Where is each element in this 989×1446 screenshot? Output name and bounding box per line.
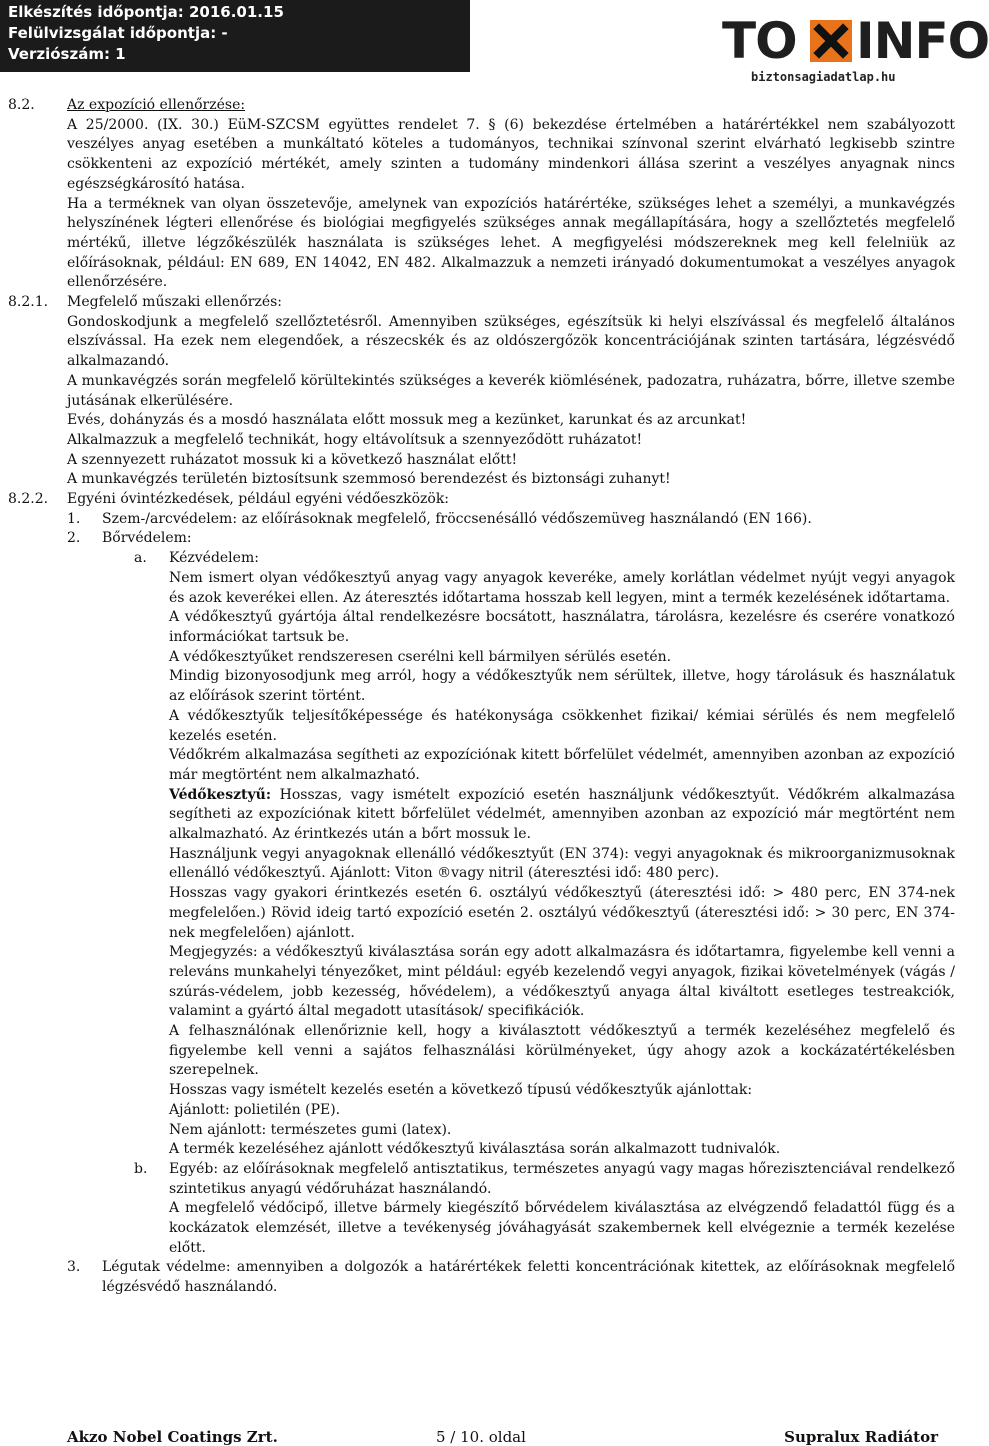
paragraph: A védőkesztyűk teljesítőképessége és hatékonysága csökkenhet fizikai/ kémiai sérülés és nem megfelelő kezelés esetén. [169,707,955,744]
section-number: 8.2. [8,97,35,113]
list-item-skin-protection [0,529,960,549]
section-title: Megfelelő műszaki ellenőrzés: [67,294,283,311]
paragraph: Megjegyzés: a védőkesztyű kiválasztása során egy adott alkalmazásra és időtartamra, figyelembe kell venni a releváns munkahelyi tényezőket, mint például: egyéb kezelendő vegyi anyagok, fizikai követelmények (vágás / szúrás-védelem, jobb kezesség, hővédelem), a védőkesztyű anyaga által kiváltott esetleges testreakciók, valamint a gyártó által megadott utasítások/ specifikációk. [169,944,955,1020]
page-number: 5 / 10. oldal [436,1428,526,1446]
header-info-band [0,0,470,72]
section-8-2-heading [0,96,960,116]
list-number: 1. [67,510,81,527]
toxinfo-logo [722,12,989,70]
paragraph: A termék kezeléséhez ajánlott védőkesztyű kiválasztása során alkalmazott tudnivalók. [169,1141,781,1158]
paragraph: Evés, dohányzás és a mosdó használata előtt mossuk meg a kezünket, karunkat és az arcunkat! [67,412,747,429]
section-number: 8.2.2. [8,491,49,508]
company-name: Akzo Nobel Coatings Zrt. [67,1428,278,1446]
list-item-respiratory-protection [0,1258,960,1297]
paragraph: A szennyezett ruházatot mossuk ki a következő használat előtt! [67,451,518,468]
logo-text-right: INFO [856,12,989,70]
product-name: Supralux Radiátor [784,1428,938,1446]
paragraph: Ha a terméknek van olyan összetevője, amelynek van expozíciós határértéke, szükséges lehet a személyi, a munkavégzés helyszínének légteri ellenőrése és biológiai megfigyelés szükséges annak megállapítására, hogy a szellőztetés megfelelő mértékű, illetve légzőkészülék használata is szükséges lehet. A megfigyelési módszereknek meg kell felelniük az előírásoknak, például: EN 689, EN 14042, EN 482. Alkalmazzuk a nemzeti irányadó dokumentumokat a veszélyes anyagok ellenőrzésére. [67,195,955,291]
section-number: 8.2.1. [8,294,49,311]
paragraph: A 25/2000. (IX. 30.) EüM-SZCSM együttes rendelet 7. § (6) bekezdése értelmében a határértékkel nem szabályozott veszélyes anyag esetében a munkáltató köteles a tudományos, technikai színvonal szerint elvárható legkisebb szintre csökkenteni az expozíció mértékét, amely szinten a tudomány mindenkori állása szerint a veszélyes anyagnak nincs egészségkárosító hatása. [67,116,955,192]
section-title: Az expozíció ellenőrzése: [67,97,246,113]
section-8-2-1-heading [0,293,960,313]
paragraph: Nem ismert olyan védőkesztyű anyag vagy anyagok keveréke, amely korlátlan védelmet nyújt vegyi anyagok és azok keverékei ellen. Az áteresztés időtartama hosszab kell legyen, mint a termék kezelésének időtartama. [169,569,955,606]
paragraph: Alkalmazzuk a megfelelő technikát, hogy eltávolítsuk a szennyeződött ruházatot! [67,431,643,448]
paragraph: A védőkesztyű gyártója által rendelkezésre bocsátott, használatra, tárolásra, kezelésre és cserére vonatkozó információkat tartsuk be. [169,609,955,645]
paragraph: Hosszas vagy ismételt kezelés esetén a következő típusú védőkesztyűk ajánlottak: [169,1082,753,1099]
paragraph: Nem ajánlott: természetes gumi (latex). [169,1121,452,1138]
list-text: Szem-/arcvédelem: az előírásoknak megfelelő, fröccsenésálló védőszemüveg használandó (EN 166). [102,510,812,527]
logo-website: biztonsagiadatlap.hu [751,70,896,84]
paragraph: Egyéb: az előírásoknak megfelelő antisztatikus, természetes anyagú vagy magas hőrezisztenciával rendelkező szintetikus anyagú védőruházat használandó. [169,1160,955,1197]
paragraph: A megfelelő védőcipő, illetve bármely kiegészítő bőrvédelem kiválasztása az elvégzendő feladattól függ és a kockázatok elemzését, illetve a tevékenység jóváhagyását szakembernek kell elvégeznie a termék kezelése előtt. [169,1200,955,1256]
creation-date: Elkészítés időpontja: 2016.01.15 [8,3,284,21]
sublist-letter: a. [134,550,147,567]
paragraph: Ajánlott: polietilén (PE). [169,1101,341,1118]
section-8-2-2-heading [0,490,960,510]
list-number: 2. [67,530,81,547]
list-text: Légutak védelme: amennyiben a dolgozók a határértékek feletti koncentrációnak kitettek, az előírásoknak megfelelő légzésvédő használandó. [102,1259,955,1296]
sublist-item-hand-protection [0,549,960,569]
paragraph [169,786,955,845]
paragraph: Gondoskodjunk a megfelelő szellőztetésről. Amennyiben szükséges, egészítsük ki helyi elszívással és megfelelő általános elszívással. Ha ezek nem elegendőek, a részecskék és az oldószergőzök koncentrációjának szinten tartására, légzésvédő alkalmazandó. [67,313,955,370]
hazard-x-icon [810,20,852,62]
list-number: 3. [67,1259,81,1276]
document-footer [0,1424,960,1446]
paragraph-text: Hosszas, vagy ismételt expozíció esetén használjunk védőkesztyűt. Védőkrém alkalmazása segítheti az expozíciónak kitett bőrfelület védelmét, amennyiben azonban az expozíció már megtörtént nem alkalmazható. Az érintkezés után a bőrt mossuk le. [169,786,955,843]
paragraph: Hosszas vagy gyakori érintkezés esetén 6. osztályú védőkesztyű (áteresztési idő: > 480 perc, EN 374-nek megfelelően.) Rövid ideig tartó expozíció esetén 2. osztályú védőkesztyű (áteresztési idő: > 30 perc, EN 374-nek megfelelően) ajánlott. [169,885,955,941]
paragraph: Védőkrém alkalmazása segítheti az expozíciónak kitett bőrfelület védelmét, amennyiben azonban az expozíció már megtörtént nem alkalmazható. [169,747,955,783]
paragraph: Mindig bizonyosodjunk meg arról, hogy a védőkesztyűk nem sérültek, illetve, hogy tárolásuk és használatuk az előírások szerint történt. [169,668,955,705]
list-item-eye-protection [0,510,960,530]
paragraph: Használjunk vegyi anyagoknak ellenálló védőkesztyűt (EN 374): vegyi anyagoknak és mikroorganizmusoknak ellenálló védőkesztyű. Ajánlott: Viton ®vagy nitril (áteresztési idő: 480 perc). [169,845,955,882]
list-text: Bőrvédelem: [102,530,192,547]
review-date: Felülvizsgálat időpontja: - [8,24,228,42]
logo-text-left: TO [722,12,797,70]
glove-heading: Védőkesztyű: [169,786,271,803]
version-number: Verziószám: 1 [8,45,126,63]
document-body [0,96,960,1298]
paragraph: A munkavégzés területén biztosítsunk szemmosó berendezést és biztonsági zuhanyt! [67,471,671,488]
section-title: Egyéni óvintézkedések, például egyéni védőeszközök: [67,491,450,508]
paragraph: A védőkesztyűket rendszeresen cserélni kell bármilyen sérülés esetén. [169,648,672,665]
paragraph: A felhasználónak ellenőriznie kell, hogy a kiválasztott védőkesztyű a termék kezeléséhez megfelelő és figyelembe kell venni a sajátos felhasználási körülményeket, úgy ahogy azok a kockázatértékelésben szerepelnek. [169,1023,955,1079]
paragraph: A munkavégzés során megfelelő körültekintés szükséges a keverék kiömlésének, padozatra, ruházatra, bőrre, illetve szembe jutásának elkerülésére. [67,372,955,409]
sublist-title: Kézvédelem: [169,550,259,567]
sublist-letter: b. [134,1160,148,1177]
document-header [0,0,989,100]
sublist-item-other [0,1160,960,1199]
